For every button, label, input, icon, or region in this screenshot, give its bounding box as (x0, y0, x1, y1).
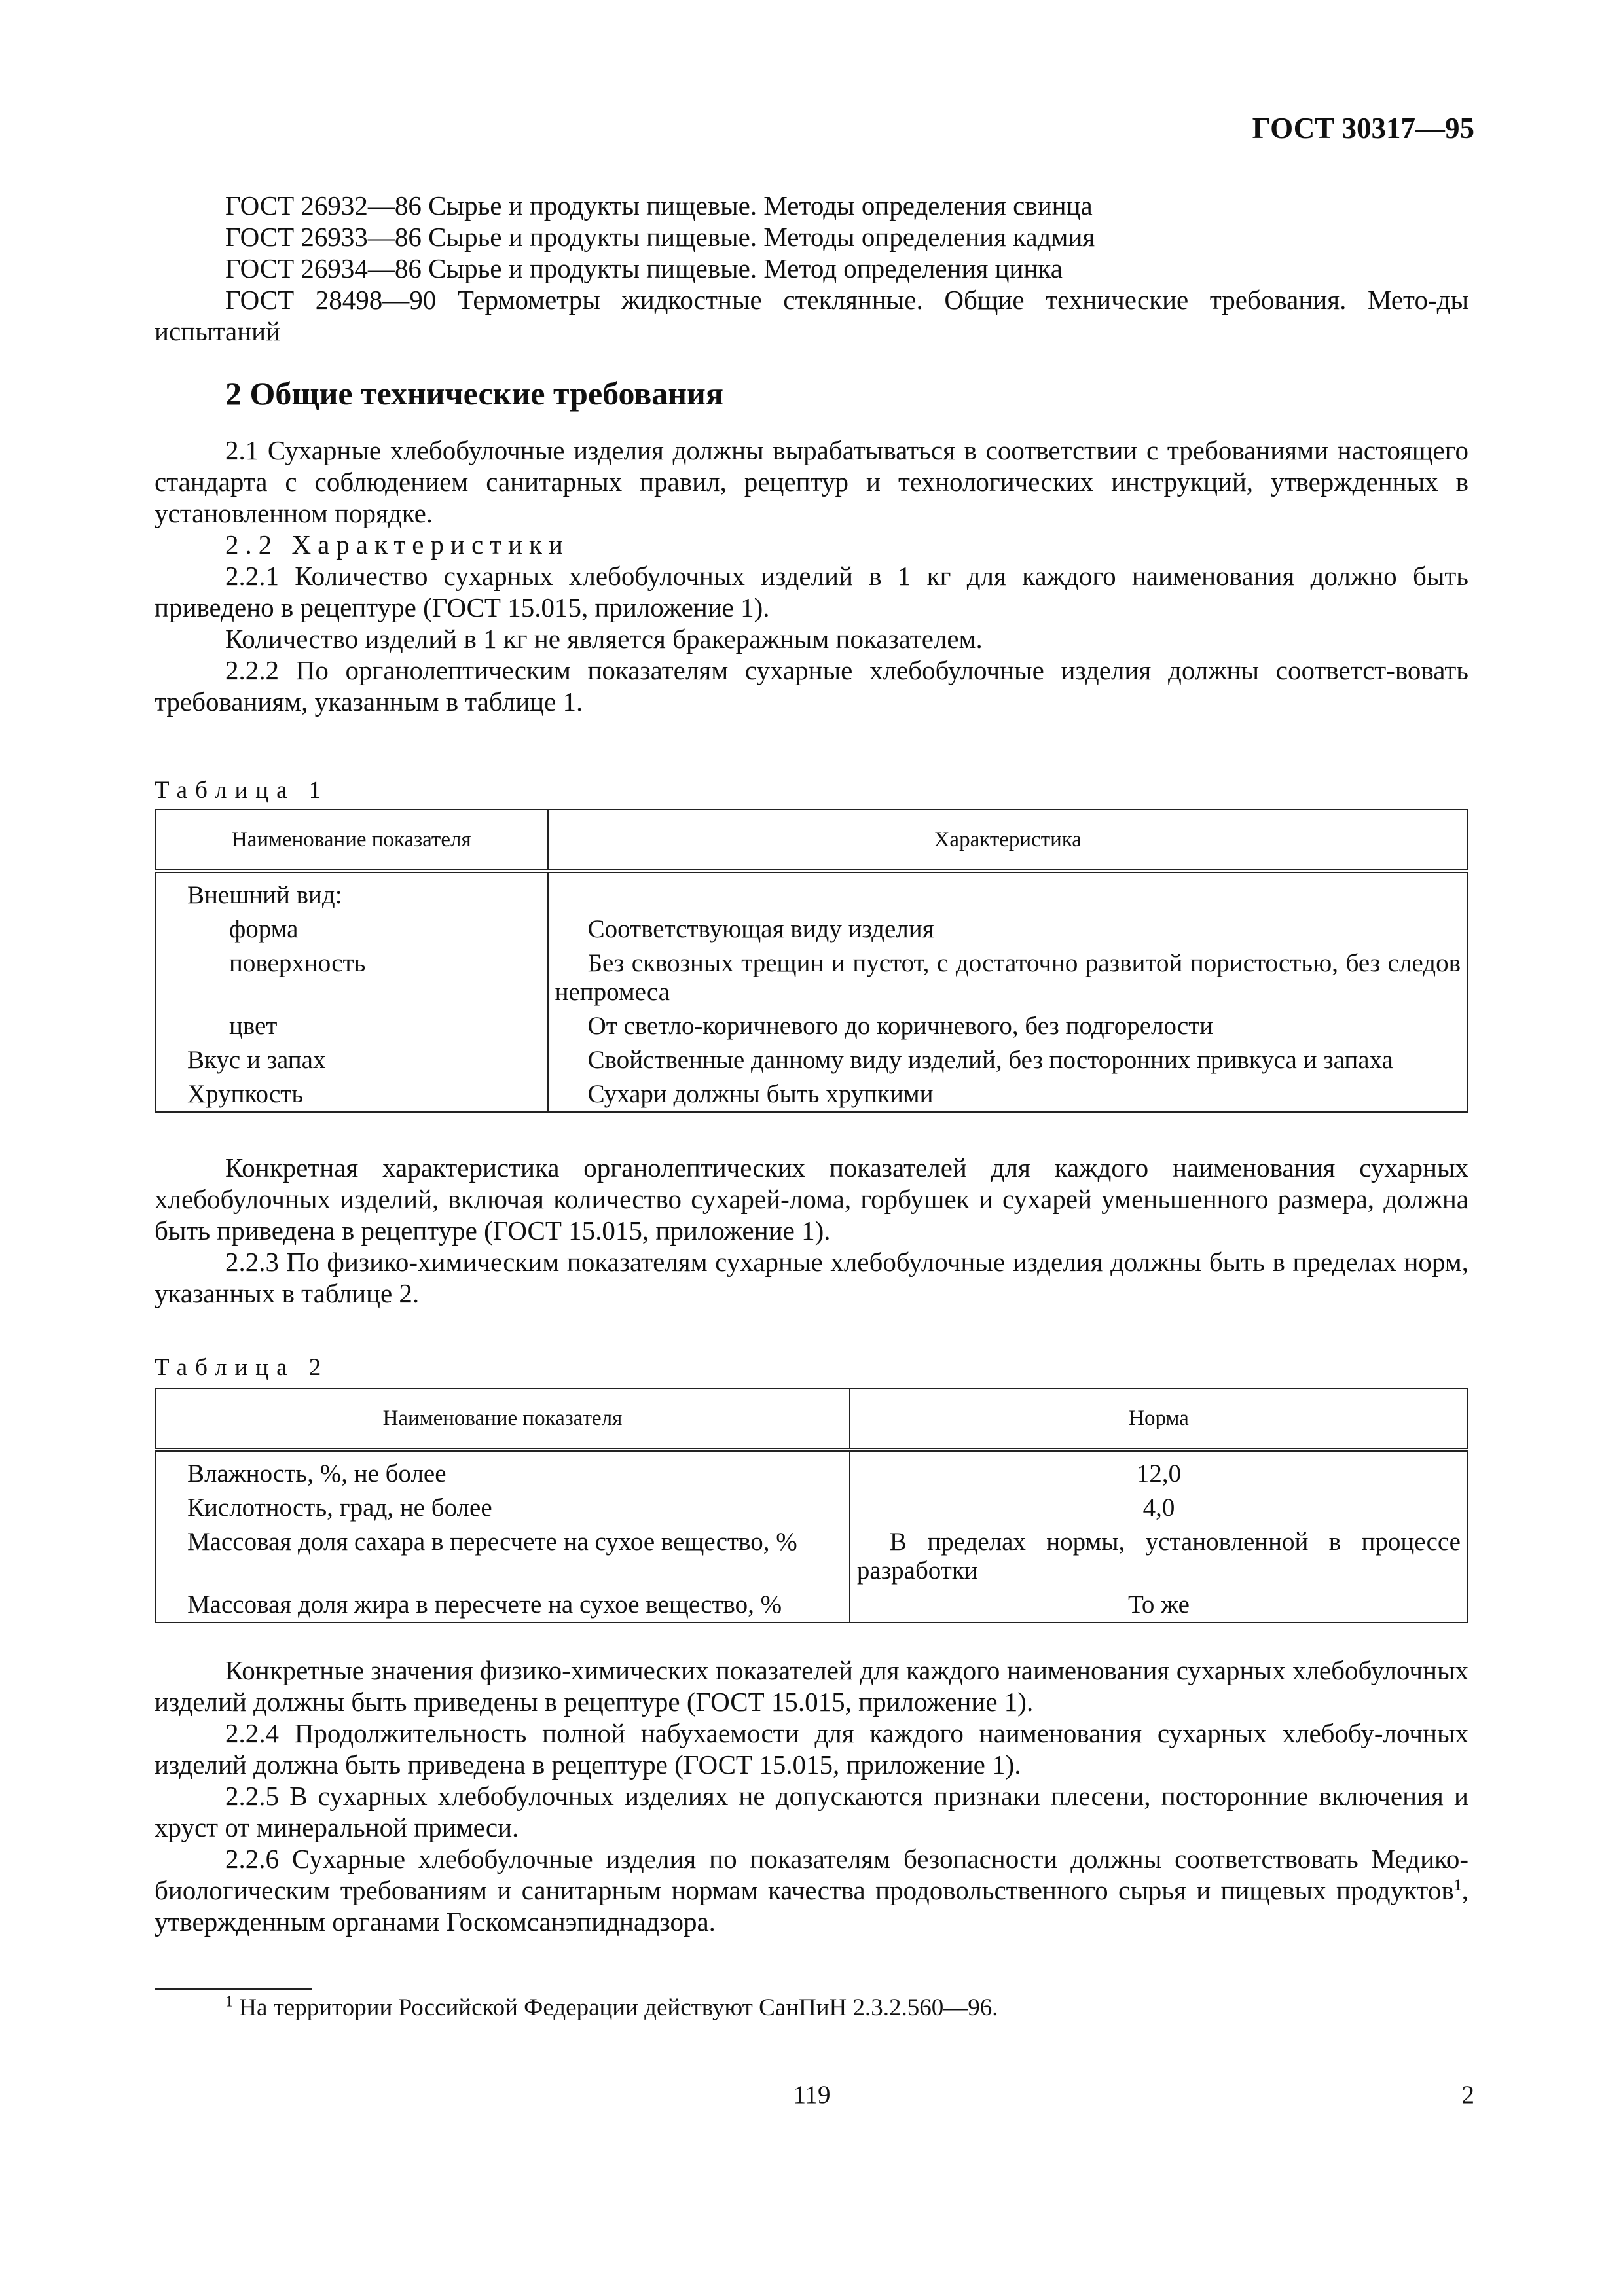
table2-label: Таблица 2 (155, 1354, 329, 1381)
table2-cell: Кислотность, град, не более (155, 1491, 850, 1525)
table2-cell: Влажность, %, не более (155, 1450, 850, 1491)
section-body-3 (155, 1655, 1468, 1937)
table1-cell: Без сквозных трещин и пустот, с достаточно развитой пористостью, без следов непромеса (548, 946, 1468, 1009)
table1-cell: Соответствующая виду изделия (548, 912, 1468, 946)
paragraph-2-2-1: 2.2.1 Количество сухарных хлебобулочных изделий в 1 кг для каждого наименования должно быть приведено в рецептуре (ГОСТ 15.015, приложение 1). (155, 561, 1468, 622)
paragraph-2-2-5: 2.2.5 В сухарных хлебобулочных изделиях не допускаются признаки плесени, посторонние включения и хруст от минеральной примеси. (155, 1781, 1468, 1842)
reference-item: ГОСТ 26934—86 Сырье и продукты пищевые. Метод определения цинка (225, 253, 1063, 283)
paragraph-2-2-2: 2.2.2 По органолептическим показателям сухарные хлебобулочные изделия должны соответст-вовать требованиям, указанным в таблице 1. (155, 655, 1468, 717)
table2-cell: Массовая доля жира в пересчете на сухое вещество, % (155, 1588, 850, 1623)
references-list (155, 190, 1468, 347)
paragraph-after-table1: Конкретная характеристика органолептических показателей для каждого наименования сухарных хлебобулочных изделий, включая количество сухарей-лома, горбушек и сухарей уменьшенного размера, должна быть приведена в рецептуре (ГОСТ 15.015, приложение 1). (155, 1153, 1468, 1246)
table2-cell: 12,0 (850, 1450, 1468, 1491)
table1-cell: От светло-коричневого до коричневого, без подгорелости (548, 1009, 1468, 1043)
reference-item: ГОСТ 26932—86 Сырье и продукты пищевые. Методы определения свинца (225, 190, 1093, 221)
footnote-mark: 1 (225, 1993, 233, 2011)
table2-cell: То же (850, 1588, 1468, 1623)
table1-cell: Сухари должны быть хрупкими (548, 1077, 1468, 1112)
paragraph-after-table2: Конкретные значения физико-химических показателей для каждого наименования сухарных хлебобулочных изделий должны быть приведены в рецептуре (ГОСТ 15.015, приложение 1). (155, 1655, 1468, 1717)
footnote-divider (155, 1988, 312, 1990)
footnote (225, 1994, 998, 2022)
paragraph-2-2-6 (155, 1843, 1468, 1937)
page-number-center: 119 (793, 2081, 831, 2109)
paragraph-2-2-3: 2.2.3 По физико-химическим показателям сухарные хлебобулочные изделия должны быть в пределах норм, указанных в таблице 2. (155, 1247, 1468, 1308)
reference-item: ГОСТ 28498—90 Термометры жидкостные стеклянные. Общие технические требования. Мето-ды испытаний (155, 285, 1468, 346)
table2-header-name: Наименование показателя (155, 1388, 850, 1450)
paragraph-2-2-6-tail: , утвержденным органами Госкомсанэпиднадзора. (155, 1875, 1468, 1937)
section-title: 2 Общие технические требования (225, 375, 723, 412)
table1-cell: форма (155, 912, 548, 946)
table1-cell: Хрупкость (155, 1077, 548, 1112)
standard-number: ГОСТ 30317—95 (1252, 112, 1474, 145)
table1-cell: Свойственные данному виду изделий, без посторонних привкуса и запаха (548, 1043, 1468, 1077)
page-number-right: 2 (1461, 2081, 1474, 2109)
table1-header-name: Наименование показателя (155, 810, 548, 871)
paragraph-2-2-6-text: 2.2.6 Сухарные хлебобулочные изделия по показателям безопасности должны соответствовать Медико-биологическим требованиям и санитарным нормам качества продовольственного сырья и пищевых продуктов (155, 1844, 1468, 1905)
table2-cell: В пределах нормы, установленной в процессе разработки (850, 1525, 1468, 1588)
table2 (155, 1388, 1468, 1623)
table2-cell: Массовая доля сахара в пересчете на сухое вещество, % (155, 1525, 850, 1588)
table1-label: Таблица 1 (155, 777, 329, 804)
paragraph-2-2-4: 2.2.4 Продолжительность полной набухаемости для каждого наименования сухарных хлебобу-лочных изделий должна быть приведена в рецептуре (ГОСТ 15.015, приложение 1). (155, 1718, 1468, 1780)
section-body-1 (155, 435, 1468, 717)
footnote-text: На территории Российской Федерации действуют СанПиН 2.3.2.560—96. (239, 1994, 998, 2021)
table2-cell: 4,0 (850, 1491, 1468, 1525)
paragraph-2-2: 2.2 Характеристики (225, 529, 570, 560)
table2-header-norm: Норма (850, 1388, 1468, 1450)
table1-cell (548, 871, 1468, 912)
paragraph-2-2-1b: Количество изделий в 1 кг не является бракеражным показателем. (225, 624, 983, 654)
table1-cell: поверхность (155, 946, 548, 1009)
table1-cell: цвет (155, 1009, 548, 1043)
table1-cell: Внешний вид: (155, 871, 548, 912)
table1-cell: Вкус и запах (155, 1043, 548, 1077)
footnote-reference[interactable]: 1 (1453, 1876, 1462, 1894)
table1 (155, 809, 1468, 1113)
section-body-2 (155, 1152, 1468, 1309)
reference-item: ГОСТ 26933—86 Сырье и продукты пищевые. Методы определения кадмия (225, 222, 1095, 252)
paragraph-2-1: 2.1 Сухарные хлебобулочные изделия должны вырабатываться в соответствии с требованиями настоящего стандарта с соблюдением санитарных правил, рецептур и технологических инструкций, утвержденных в установленном порядке. (155, 435, 1468, 528)
table1-header-characteristic: Характеристика (548, 810, 1468, 871)
